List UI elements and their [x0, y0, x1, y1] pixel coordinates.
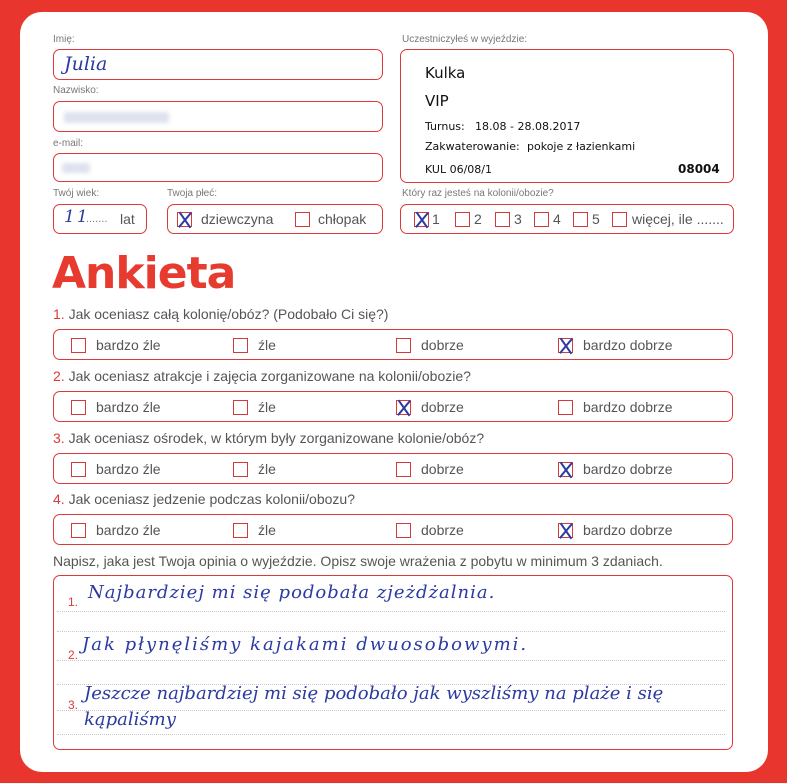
gender-option-female: dziewczyna [201, 211, 274, 227]
times-option-more: więcej, ile ....... [632, 211, 724, 227]
opinion-number-1: 1. [68, 595, 79, 609]
question-1: 1. Jak oceniasz całą kolonię/obóz? (Podobało Ci się?) [53, 306, 389, 322]
camp-name: Kulka [425, 64, 466, 82]
q4-checkbox-dobrze[interactable] [396, 523, 411, 538]
q2-checkbox-dobrze[interactable] [396, 400, 411, 415]
times-option-5: 5 [592, 211, 600, 227]
gender-label: Twoja płeć: [167, 188, 218, 199]
first-name-value: Julia [64, 53, 108, 75]
q4-checkbox-zle[interactable] [233, 523, 248, 538]
gender-checkbox-male[interactable] [295, 212, 310, 227]
q3-checkbox-zle[interactable] [233, 462, 248, 477]
opinion-text-2: Jak płynęliśmy kajakami dwuosobowymi. [82, 634, 529, 655]
email-field[interactable] [53, 153, 383, 182]
camp-info-box [400, 49, 734, 183]
first-name-label: Imię: [53, 34, 75, 45]
q2-checkbox-zle[interactable] [233, 400, 248, 415]
last-name-label: Nazwisko: [53, 85, 99, 96]
first-name-field[interactable] [53, 49, 383, 80]
q4-option-label: bardzo źle [96, 522, 161, 538]
times-label: Który raz jesteś na kolonii/obozie? [402, 188, 554, 199]
times-checkbox-4[interactable] [534, 212, 549, 227]
times-checkbox-more[interactable] [612, 212, 627, 227]
gender-checkbox-female[interactable] [177, 212, 192, 227]
times-option-2: 2 [474, 211, 482, 227]
q1-option-label: bardzo źle [96, 337, 161, 353]
q1-checkbox-dobrze[interactable] [396, 338, 411, 353]
q3-checkbox-dobrze[interactable] [396, 462, 411, 477]
q1-checkbox-zle[interactable] [233, 338, 248, 353]
q3-checkbox-bardzo-zle[interactable] [71, 462, 86, 477]
redacted-email [62, 163, 90, 173]
q4-option-label: źle [258, 522, 276, 538]
times-checkbox-3[interactable] [495, 212, 510, 227]
q1-checkbox-bardzo-dobrze[interactable] [558, 338, 573, 353]
q2-option-label: źle [258, 399, 276, 415]
q4-checkbox-bardzo-dobrze[interactable] [558, 523, 573, 538]
q2-option-label: dobrze [421, 399, 464, 415]
opinion-number-3: 3. [68, 698, 79, 712]
times-field [400, 204, 734, 234]
times-option-3: 3 [514, 211, 522, 227]
ruled-line [57, 631, 725, 632]
q2-option-label: bardzo źle [96, 399, 161, 415]
turnus-value: 18.08 - 28.08.2017 [475, 120, 581, 133]
question-1-answers [53, 329, 733, 360]
ruled-line [57, 734, 725, 735]
ruled-line [57, 660, 725, 661]
times-option-4: 4 [553, 211, 561, 227]
q3-option-label: bardzo źle [96, 461, 161, 477]
age-dots: ....... [86, 213, 108, 225]
last-name-field[interactable] [53, 101, 383, 132]
accommodation-value: pokoje z łazienkami [527, 140, 636, 153]
turnus-label: Turnus: [425, 120, 465, 133]
camp-label: Uczestniczyłeś w wyjeździe: [402, 34, 528, 45]
age-unit: lat [120, 211, 135, 227]
q3-option-label: dobrze [421, 461, 464, 477]
ruled-line [57, 611, 725, 612]
camp-number: 08004 [678, 162, 720, 176]
q4-checkbox-bardzo-zle[interactable] [71, 523, 86, 538]
age-value: 11 [64, 207, 90, 227]
q1-option-label: bardzo dobrze [583, 337, 673, 353]
question-4: 4. Jak oceniasz jedzenie podczas kolonii/obozu? [53, 491, 355, 507]
gender-option-male: chłopak [318, 211, 367, 227]
camp-type: VIP [425, 92, 449, 110]
q1-checkbox-bardzo-zle[interactable] [71, 338, 86, 353]
q1-option-label: dobrze [421, 337, 464, 353]
question-3: 3. Jak oceniasz ośrodek, w którym były zorganizowane kolonie/obóz? [53, 430, 485, 446]
q3-checkbox-bardzo-dobrze[interactable] [558, 462, 573, 477]
age-field[interactable] [53, 204, 147, 234]
times-checkbox-5[interactable] [573, 212, 588, 227]
q4-option-label: bardzo dobrze [583, 522, 673, 538]
age-label: Twój wiek: [53, 188, 100, 199]
question-2: 2. Jak oceniasz atrakcje i zajęcia zorganizowane na kolonii/obozie? [53, 368, 471, 384]
times-option-1: 1 [432, 211, 440, 227]
gender-field [167, 204, 383, 234]
opinion-number-2: 2. [68, 648, 79, 662]
survey-title: Ankieta [52, 248, 236, 299]
accommodation-label: Zakwaterowanie: [425, 140, 520, 153]
q2-checkbox-bardzo-dobrze[interactable] [558, 400, 573, 415]
email-label: e-mail: [53, 138, 84, 149]
q2-checkbox-bardzo-zle[interactable] [71, 400, 86, 415]
q3-option-label: bardzo dobrze [583, 461, 673, 477]
question-2-answers [53, 391, 733, 422]
redacted-last-name [64, 112, 169, 123]
times-checkbox-1[interactable] [414, 212, 429, 227]
question-3-answers [53, 453, 733, 484]
q1-option-label: źle [258, 337, 276, 353]
opinion-prompt: Napisz, jaka jest Twoja opinia o wyjeździe. Opisz swoje wrażenia z pobytu w minimum 3 zdaniach. [53, 553, 663, 569]
times-checkbox-2[interactable] [455, 212, 470, 227]
q3-option-label: źle [258, 461, 276, 477]
question-4-answers [53, 514, 733, 545]
camp-code: KUL 06/08/1 [425, 163, 492, 176]
opinion-text-1: Najbardziej mi się podobała zjeżdżalnia. [88, 582, 496, 603]
opinion-text-3: Jeszcze najbardziej mi się podobało jak wyszliśmy na plaże i się kąpaliśmy [84, 683, 664, 730]
q2-option-label: bardzo dobrze [583, 399, 673, 415]
q4-option-label: dobrze [421, 522, 464, 538]
